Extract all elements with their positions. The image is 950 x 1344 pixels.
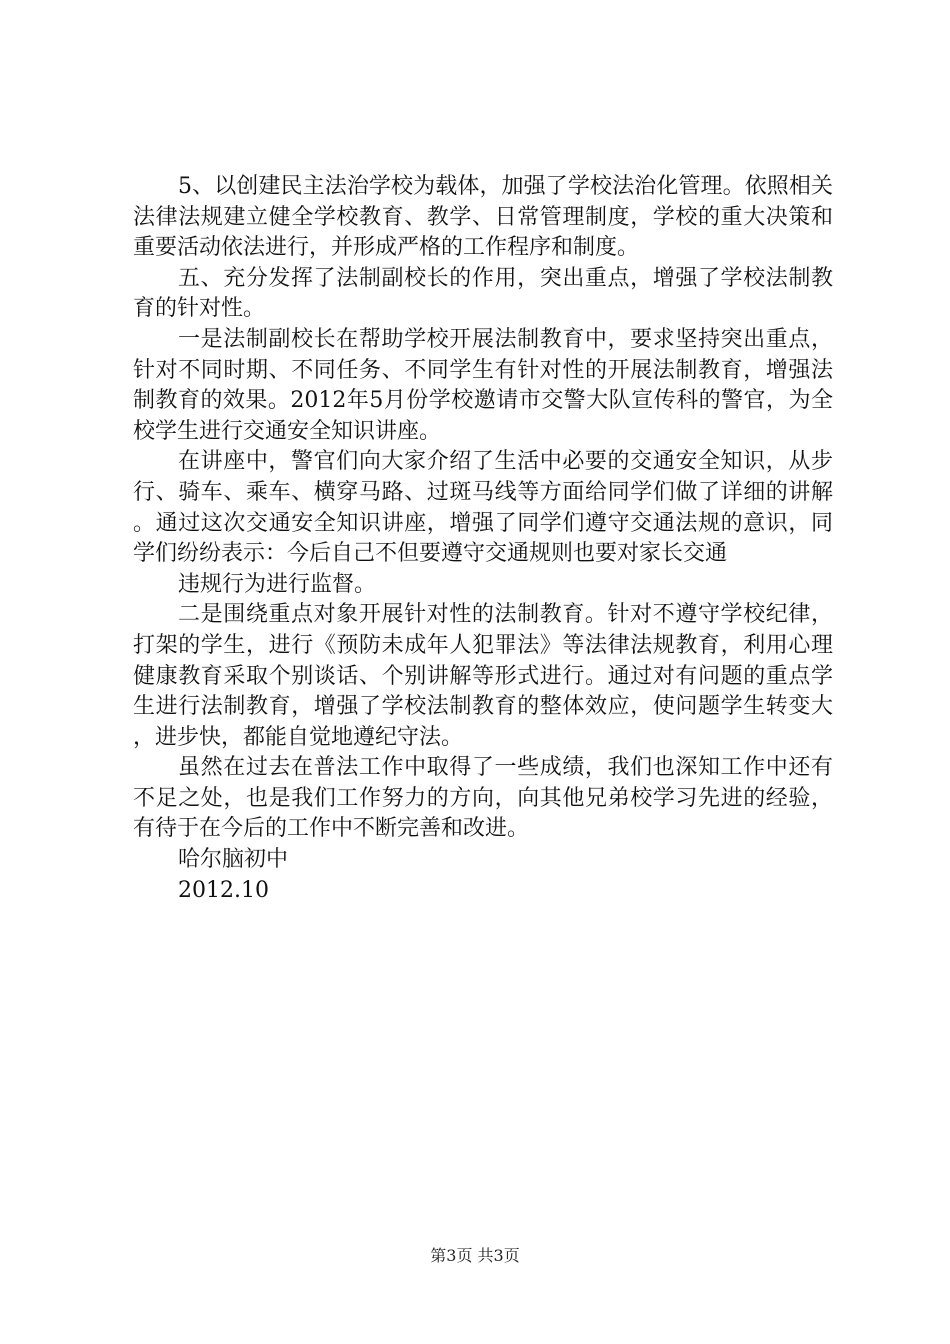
paragraph-lecture-continued: 违规行为进行监督。 <box>178 571 377 597</box>
signature-school-name: 哈尔脑初中 <box>178 847 289 873</box>
document-body <box>133 172 833 906</box>
page-number-label: 第3页 共3页 <box>430 1246 520 1265</box>
paragraph-conclusion: 虽然在过去在普法工作中取得了一些成绩，我们也深知工作中还有不足之处，也是我们工作努力的方向，向其他兄弟校学习先进的经验，有待于在今后的工作中不断完善和改进。 <box>133 755 833 842</box>
paragraph-section-five: 五、充分发挥了法制副校长的作用，突出重点，增强了学校法制教育的针对性。 <box>133 265 833 322</box>
paragraph-democratic-school: 5、以创建民主法治学校为载体，加强了学校法治化管理。依照相关法律法规建立健全学校教育、教学、日常管理制度，学校的重大决策和重要活动依法进行，并形成严格的工作程序和制度。 <box>133 174 833 261</box>
signature-date: 2012.10 <box>178 877 269 903</box>
page-footer <box>0 1243 950 1266</box>
paragraph-lecture: 在讲座中，警官们向大家介绍了生活中必要的交通安全知识，从步行、骑车、乘车、横穿马路、过斑马线等方面给同学们做了详细的讲解。通过这次交通安全知识讲座，增强了同学们遵守交通法规的意识，同学们纷纷表示：今后自己不但要遵守交通规则也要对家长交通 <box>133 449 833 567</box>
paragraph-point-two: 二是围绕重点对象开展针对性的法制教育。针对不遵守学校纪律，打架的学生，进行《预防未成年人犯罪法》等法律法规教育，利用心理健康教育采取个别谈话、个别讲解等形式进行。通过对有问题的重点学生进行法制教育，增强了学校法制教育的整体效应，使问题学生转变大，进步快，都能自觉地遵纪守法。 <box>133 602 833 750</box>
paragraph-point-one: 一是法制副校长在帮助学校开展法制教育中，要求坚持突出重点，针对不同时期、不同任务、不同学生有针对性的开展法制教育，增强法制教育的效果。2012年5月份学校邀请市交警大队宣传科的警官，为全校学生进行交通安全知识讲座。 <box>133 326 833 444</box>
